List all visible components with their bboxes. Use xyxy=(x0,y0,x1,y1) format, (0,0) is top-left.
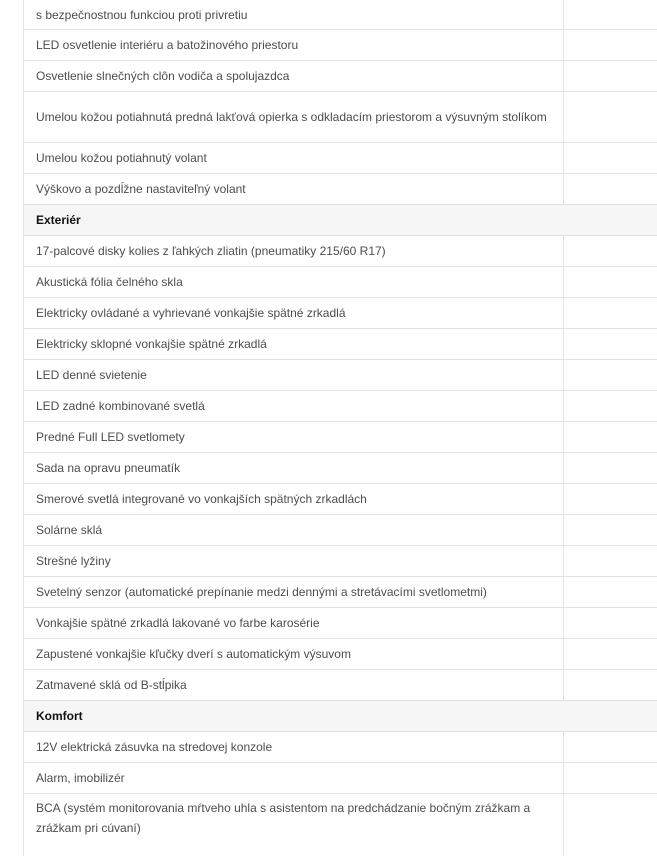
row-value xyxy=(564,0,657,30)
table-row xyxy=(24,61,657,92)
row-value xyxy=(564,30,657,61)
row-label: LED denné svietenie xyxy=(24,360,564,391)
row-value xyxy=(564,639,657,670)
row-label: LED osvetlenie interiéru a batožinového priestoru xyxy=(24,30,564,61)
row-value xyxy=(564,174,657,205)
row-value xyxy=(564,391,657,422)
table-row xyxy=(24,515,657,546)
section-title: Komfort xyxy=(24,701,657,732)
table-row xyxy=(24,453,657,484)
row-value xyxy=(564,267,657,298)
table-row xyxy=(24,763,657,794)
section-header-exterior xyxy=(24,205,657,236)
table-row xyxy=(24,639,657,670)
row-label: s bezpečnostnou funkciou proti privretiu xyxy=(24,0,564,30)
row-value xyxy=(564,484,657,515)
table-row xyxy=(24,143,657,174)
row-value xyxy=(564,329,657,360)
table-row xyxy=(24,670,657,701)
row-label: LED zadné kombinované svetlá xyxy=(24,391,564,422)
row-value xyxy=(564,360,657,391)
equipment-spec-table xyxy=(23,0,657,856)
row-value xyxy=(564,546,657,577)
table-row xyxy=(24,267,657,298)
row-label: 12V elektrická zásuvka na stredovej konzole xyxy=(24,732,564,763)
table-row xyxy=(24,422,657,453)
row-value xyxy=(564,577,657,608)
row-label: Výškovo a pozdĺžne nastaviteľný volant xyxy=(24,174,564,205)
row-value xyxy=(564,61,657,92)
table-row xyxy=(24,0,657,30)
row-label: Osvetlenie slnečných clôn vodiča a spolujazdca xyxy=(24,61,564,92)
row-label: Smerové svetlá integrované vo vonkajších spätných zrkadlách xyxy=(24,484,564,515)
table-row xyxy=(24,360,657,391)
table-row xyxy=(24,577,657,608)
table-row xyxy=(24,546,657,577)
row-label: Elektricky sklopné vonkajšie spätné zrkadlá xyxy=(24,329,564,360)
table-row xyxy=(24,30,657,61)
table-row xyxy=(24,794,657,857)
table-row xyxy=(24,329,657,360)
table-row xyxy=(24,391,657,422)
table-row xyxy=(24,236,657,267)
row-label: Solárne sklá xyxy=(24,515,564,546)
row-value xyxy=(564,298,657,329)
row-value xyxy=(564,670,657,701)
table-row xyxy=(24,484,657,515)
row-label: Strešné lyžiny xyxy=(24,546,564,577)
row-value xyxy=(564,236,657,267)
section-header-comfort xyxy=(24,701,657,732)
row-label: Elektricky ovládané a vyhrievané vonkajšie spätné zrkadlá xyxy=(24,298,564,329)
row-label: Svetelný senzor (automatické prepínanie medzi dennými a stretávacími svetlometmi) xyxy=(24,577,564,608)
row-label: Zatmavené sklá od B-stĺpika xyxy=(24,670,564,701)
row-label: Vonkajšie spätné zrkadlá lakované vo farbe karosérie xyxy=(24,608,564,639)
row-label: Zapustené vonkajšie kľučky dverí s automatickým výsuvom xyxy=(24,639,564,670)
row-label: Sada na opravu pneumatík xyxy=(24,453,564,484)
table-row xyxy=(24,732,657,763)
row-label: BCA (systém monitorovania mŕtveho uhla s asistentom na predchádzanie bočným zrážkam a zrážkam pri cúvaní) xyxy=(24,794,564,857)
row-value xyxy=(564,453,657,484)
row-label: Akustická fólia čelného skla xyxy=(24,267,564,298)
section-title: Exteriér xyxy=(24,205,657,236)
row-value xyxy=(564,763,657,794)
row-value xyxy=(564,608,657,639)
row-label: Alarm, imobilizér xyxy=(24,763,564,794)
table-row xyxy=(24,174,657,205)
row-value xyxy=(564,92,657,143)
row-label: 17-palcové disky kolies z ľahkých zliatin (pneumatiky 215/60 R17) xyxy=(24,236,564,267)
row-label: Predné Full LED svetlomety xyxy=(24,422,564,453)
table-row xyxy=(24,608,657,639)
row-value xyxy=(564,422,657,453)
table-row xyxy=(24,92,657,143)
row-value xyxy=(564,732,657,763)
row-value xyxy=(564,794,657,857)
table-row xyxy=(24,298,657,329)
row-value xyxy=(564,143,657,174)
row-label: Umelou kožou potiahnutá predná lakťová opierka s odkladacím priestorom a výsuvným stolíkom xyxy=(24,92,564,143)
row-value xyxy=(564,515,657,546)
row-label: Umelou kožou potiahnutý volant xyxy=(24,143,564,174)
